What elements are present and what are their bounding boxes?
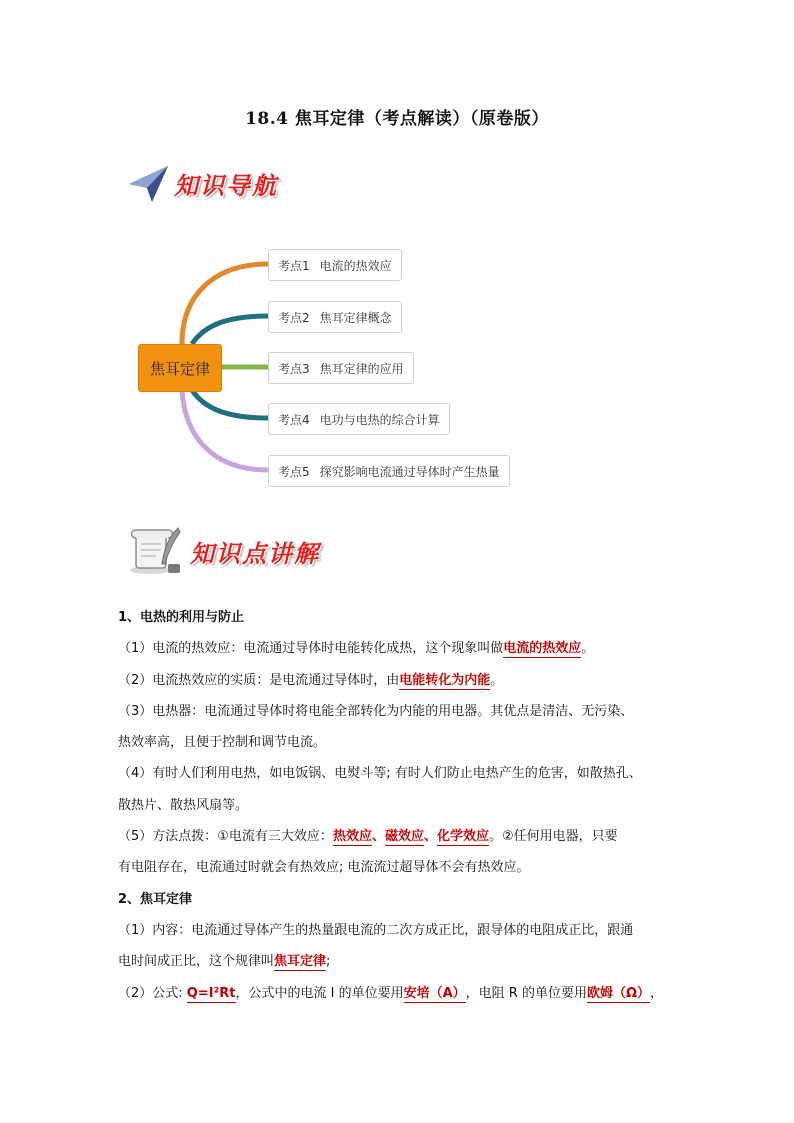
text: ，电阻 R 的单位要用 [465, 985, 587, 1001]
section-heading-1: 1、电热的利用与防止 [118, 610, 245, 625]
text: （2）电流热效应的实质：是电流通过导体时，由 [118, 672, 400, 688]
knowledge-banner [128, 524, 358, 580]
paragraph-1-5-line1 [118, 821, 698, 852]
branch-label: 焦耳定律的应用 [319, 361, 404, 376]
branch-key: 考点4 [278, 412, 310, 427]
mindmap-branch-4 [268, 403, 450, 435]
paper-plane-icon [126, 160, 172, 206]
branch-key: 考点2 [278, 310, 310, 325]
key-term: 欧姆（Ω） [586, 985, 651, 1001]
connector-1 [182, 264, 268, 344]
connector-4 [192, 390, 268, 418]
text: （1）电流的热效应：电流通过导体时电能转化成热，这个现象叫做 [118, 641, 504, 657]
branch-key: 考点5 [278, 464, 310, 479]
nav-banner-label: 知识导航 [174, 171, 278, 200]
branch-label: 探究影响电流通过导体时产生热量 [319, 464, 500, 479]
paragraph-1-3-line1: （3）电热器：电流通过导体时将电能全部转化为内能的用电器。其优点是清洁、无污染、 [118, 703, 634, 719]
text: （2）公式: [118, 985, 187, 1001]
branch-label: 电流的热效应 [319, 258, 392, 273]
mindmap-branch-2 [268, 301, 402, 333]
text: ， [650, 985, 664, 1001]
paragraph-1-3-line2: 热效率高，且便于控制和调节电流。 [118, 735, 327, 751]
section-heading-2: 2、焦耳定律 [118, 891, 193, 907]
mindmap-center-node: 焦耳定律 [138, 344, 222, 392]
paragraph-2-1-line1: （1）内容：电流通过导体产生的热量跟电流的二次方成正比，跟导体的电阻成正比，跟通 [118, 922, 634, 938]
key-term: 磁效应 [384, 829, 424, 845]
paragraph-1-1 [118, 633, 698, 664]
branch-label: 电功与电热的综合计算 [319, 412, 440, 427]
key-term: 焦耳定律 [274, 954, 327, 970]
key-term: 电能转化为内能 [399, 672, 491, 688]
paragraph-2-2 [118, 978, 698, 1009]
paragraph-2-1-line2 [118, 946, 698, 977]
connector-2 [192, 316, 268, 344]
mindmap-branch-5 [268, 455, 510, 487]
knowledge-banner-label: 知识点讲解 [190, 539, 320, 568]
text: ; [326, 954, 331, 970]
key-term: 电流的热效应 [503, 641, 582, 657]
connector-5 [182, 390, 268, 470]
paragraph-1-4-line2: 散热片、散热风扇等。 [118, 797, 249, 813]
text: 。 [490, 672, 504, 688]
separator: 、 [371, 829, 385, 845]
text: ，公式中的电流 I 的单位要用 [235, 985, 404, 1001]
page-title: 18.4 焦耳定律（考点解读）（原卷版） [245, 109, 549, 129]
content-body [118, 602, 698, 1009]
nav-banner [126, 160, 306, 208]
paragraph-1-5-line2: 有电阻存在，电流通过时就会有热效应; 电流流过超导体不会有热效应。 [118, 860, 530, 876]
mindmap-branch-3 [268, 352, 414, 384]
branch-label: 焦耳定律概念 [319, 310, 392, 325]
key-term: 热效应 [332, 829, 372, 845]
text: （5）方法点拨：①电流有三大效应： [118, 829, 333, 845]
text: 。②任何用电器，只要 [489, 829, 618, 845]
paragraph-1-4-line1: （4）有时人们利用电热，如电饭锅、电熨斗等; 有时人们防止电热产生的危害，如散热孔、 [118, 766, 642, 782]
paragraph-1-2 [118, 665, 698, 696]
key-term: 安培（A） [403, 985, 466, 1001]
formula: Q=I²Rt [186, 985, 236, 1001]
separator: 、 [423, 829, 437, 845]
key-term: 化学效应 [437, 829, 490, 845]
mindmap-branch-1 [268, 249, 402, 281]
text: 电时间成正比，这个规律叫 [118, 954, 275, 970]
mindmap [130, 234, 550, 496]
branch-key: 考点3 [278, 361, 310, 376]
scroll-quill-icon [128, 524, 184, 578]
branch-key: 考点1 [278, 258, 310, 273]
text: 。 [581, 641, 595, 657]
